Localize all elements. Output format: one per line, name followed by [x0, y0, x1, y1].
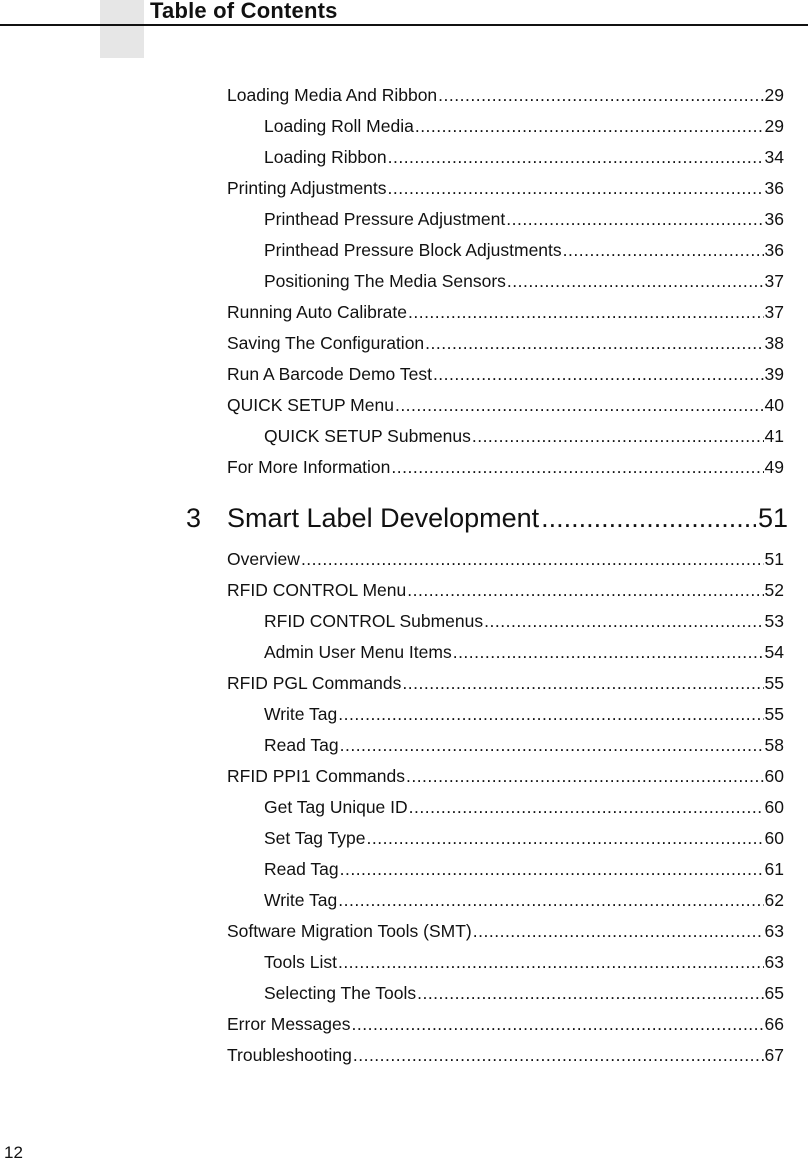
toc-entry-title: Read Tag: [264, 859, 339, 879]
toc-entry[interactable]: [227, 919, 784, 943]
toc-entry-page: 40: [764, 395, 784, 415]
toc-entry-page: 29: [764, 116, 784, 136]
toc-entry[interactable]: [227, 331, 784, 355]
toc-entry-title: Tools List: [264, 952, 337, 972]
toc-entry[interactable]: [227, 300, 784, 324]
dot-leader: [338, 888, 763, 912]
dot-leader: [391, 455, 763, 479]
toc-entry-title: Positioning The Media Sensors: [264, 271, 506, 291]
toc-entry[interactable]: [227, 578, 784, 602]
toc-entry-page: 63: [764, 921, 784, 941]
toc-entry[interactable]: [264, 640, 784, 664]
dot-leader: [472, 424, 764, 448]
dot-leader: [425, 331, 763, 355]
toc-entry[interactable]: [227, 362, 784, 386]
toc-entry-title: RFID CONTROL Menu: [227, 580, 407, 600]
toc-entry-title: Running Auto Calibrate: [227, 302, 407, 322]
toc-entry-page: 66: [764, 1014, 784, 1034]
toc-entry-page: 36: [764, 178, 784, 198]
toc-entry-title: For More Information: [227, 457, 391, 477]
toc-entry[interactable]: [227, 1012, 784, 1036]
dot-leader: [406, 764, 764, 788]
toc-entry-page: 36: [764, 209, 784, 229]
toc-entry-page: 60: [764, 766, 784, 786]
toc-entry[interactable]: [264, 826, 784, 850]
dot-leader: [407, 578, 763, 602]
toc-entry-page: 38: [764, 333, 784, 353]
dot-leader: [473, 919, 764, 943]
chapter-page: 51: [757, 503, 788, 533]
toc-entry-page: 51: [764, 549, 784, 569]
toc-entry-title: RFID PPI1 Commands: [227, 766, 405, 786]
toc-entry-page: 55: [764, 704, 784, 724]
dot-leader: [484, 609, 763, 633]
dot-leader: [340, 733, 764, 757]
dot-leader: [506, 207, 763, 231]
dot-leader: [340, 857, 764, 881]
toc-entry-page: 36: [764, 240, 784, 260]
dot-leader: [338, 950, 764, 974]
toc-entry-title: Loading Roll Media: [264, 116, 414, 136]
toc-entry-title: Get Tag Unique ID: [264, 797, 408, 817]
toc-entry-title: Printhead Pressure Adjustment: [264, 209, 506, 229]
dot-leader: [352, 1012, 764, 1036]
toc-entry-title: Run A Barcode Demo Test: [227, 364, 432, 384]
header-rule: [0, 24, 808, 26]
toc-entry[interactable]: [227, 83, 784, 107]
toc-entry[interactable]: [227, 1043, 784, 1067]
toc-entry-page: 41: [764, 426, 784, 446]
toc-entry[interactable]: [264, 424, 784, 448]
toc-entry-page: 55: [764, 673, 784, 693]
toc-entry-title: Overview: [227, 549, 300, 569]
toc-entry-title: Loading Media And Ribbon: [227, 85, 438, 105]
chapter-title: Smart Label Development: [227, 503, 540, 533]
dot-leader: [388, 176, 764, 200]
toc-entry-title: QUICK SETUP Submenus: [264, 426, 471, 446]
toc-entry[interactable]: [264, 981, 784, 1005]
toc-entry[interactable]: [227, 671, 784, 695]
toc-entry-page: 58: [764, 735, 784, 755]
toc-entry-title: Error Messages: [227, 1014, 351, 1034]
toc-entry-page: 29: [764, 85, 784, 105]
toc-entry[interactable]: [227, 547, 784, 571]
toc-entry[interactable]: [264, 269, 784, 293]
toc-entry-page: 37: [764, 302, 784, 322]
dot-leader: [563, 238, 764, 262]
toc-entry-title: Printhead Pressure Block Adjustments: [264, 240, 562, 260]
dot-leader: [507, 269, 764, 293]
toc-entry[interactable]: [227, 393, 784, 417]
toc-entry-page: 39: [764, 364, 784, 384]
toc-entry-title: RFID CONTROL Submenus: [264, 611, 484, 631]
dot-leader: [402, 671, 763, 695]
toc-entry-title: Saving The Configuration: [227, 333, 425, 353]
toc-entry-page: 60: [764, 828, 784, 848]
toc-entry-page: 34: [764, 147, 784, 167]
toc-entry-page: 61: [764, 859, 784, 879]
toc-entry[interactable]: [264, 733, 784, 757]
toc-entry-title: Read Tag: [264, 735, 339, 755]
toc-entry[interactable]: [264, 702, 784, 726]
toc-entry-page: 49: [764, 457, 784, 477]
dot-leader: [388, 145, 764, 169]
dot-leader: [541, 498, 756, 538]
chapter-number: 3: [186, 503, 202, 533]
toc-entry[interactable]: [264, 795, 784, 819]
toc-entry-title: QUICK SETUP Menu: [227, 395, 394, 415]
dot-leader: [338, 702, 763, 726]
toc-entry-title: Software Migration Tools (SMT): [227, 921, 472, 941]
toc-entry-page: 37: [764, 271, 784, 291]
toc-entry-title: RFID PGL Commands: [227, 673, 402, 693]
toc-entry[interactable]: [264, 207, 784, 231]
toc-entry[interactable]: [227, 176, 784, 200]
header-tab-block: [100, 0, 144, 58]
dot-leader: [417, 981, 763, 1005]
toc-entry-page: 65: [764, 983, 784, 1003]
toc-entry[interactable]: [264, 114, 784, 138]
chapter-heading[interactable]: [186, 498, 788, 538]
dot-leader: [438, 83, 763, 107]
toc-entry[interactable]: [264, 857, 784, 881]
dot-leader: [301, 547, 764, 571]
dot-leader: [433, 362, 764, 386]
toc-entry-title: Loading Ribbon: [264, 147, 387, 167]
toc-entry-title: Write Tag: [264, 890, 338, 910]
toc-entry[interactable]: [264, 609, 784, 633]
dot-leader: [408, 300, 764, 324]
toc-entry-page: 54: [764, 642, 784, 662]
toc-entry-page: 63: [764, 952, 784, 972]
dot-leader: [353, 1043, 764, 1067]
toc-entry[interactable]: [264, 888, 784, 912]
toc-entry-page: 52: [764, 580, 784, 600]
toc-entry-page: 53: [764, 611, 784, 631]
toc-entry[interactable]: [264, 238, 784, 262]
page-title: Table of Contents: [150, 0, 338, 23]
dot-leader: [409, 795, 764, 819]
toc-entry-title: Printing Adjustments: [227, 178, 387, 198]
toc-entry[interactable]: [264, 145, 784, 169]
dot-leader: [367, 826, 764, 850]
toc-entry-title: Set Tag Type: [264, 828, 366, 848]
toc-entry-page: 62: [764, 890, 784, 910]
toc-entry[interactable]: [227, 455, 784, 479]
page-number: 12: [4, 1143, 23, 1162]
toc-entry-title: Admin User Menu Items: [264, 642, 452, 662]
toc-entry-title: Selecting The Tools: [264, 983, 417, 1003]
dot-leader: [415, 114, 764, 138]
toc-entry-page: 60: [764, 797, 784, 817]
toc-entry-title: Troubleshooting: [227, 1045, 352, 1065]
toc-entry[interactable]: [264, 950, 784, 974]
toc-entry[interactable]: [227, 764, 784, 788]
toc-entry-page: 67: [764, 1045, 784, 1065]
dot-leader: [395, 393, 764, 417]
toc-entry-title: Write Tag: [264, 704, 338, 724]
dot-leader: [453, 640, 764, 664]
